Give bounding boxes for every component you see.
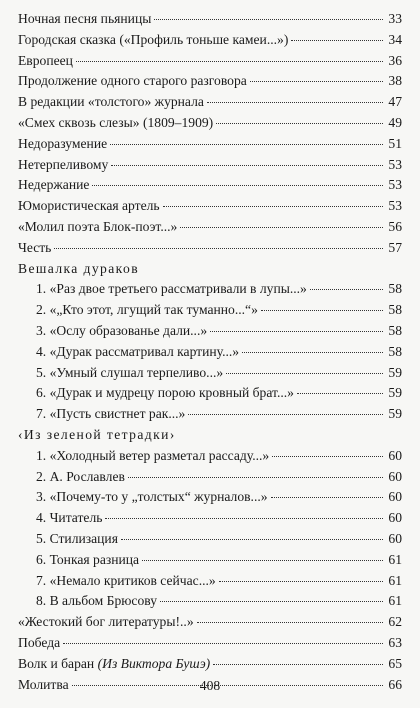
toc-entry-title-text: Продолжение одного старого разговора — [18, 73, 247, 89]
toc-entry-title — [18, 30, 288, 51]
toc-entry[interactable] — [18, 238, 402, 259]
toc-entry-title — [36, 529, 118, 550]
dot-leader — [128, 477, 383, 478]
dot-leader — [63, 643, 383, 644]
toc-entry[interactable] — [18, 571, 402, 592]
toc-entry-title-text: Молитва — [18, 676, 69, 692]
toc-entry-title-text: «Молил поэта Блок-поэт...» — [18, 218, 178, 234]
toc-entry[interactable] — [18, 113, 402, 134]
toc-entry-title-text: Городская сказка («Профиль тоньше камеи...») — [18, 31, 289, 47]
dot-leader — [310, 289, 383, 290]
toc-entry[interactable] — [18, 134, 402, 155]
toc-entry-title — [36, 591, 157, 612]
toc-entry-title-text: Честь — [18, 239, 52, 255]
toc-entry-page: 53 — [388, 177, 402, 193]
toc-entry-title — [18, 92, 204, 113]
dot-leader — [219, 581, 383, 582]
dot-leader — [261, 310, 383, 311]
toc-entry-page: 38 — [388, 73, 402, 89]
toc-entry-page: 58 — [388, 322, 402, 338]
toc-entry-page: 57 — [388, 239, 402, 255]
toc-entry-title-italic: (Из Виктора Бушэ) — [97, 655, 211, 671]
toc-entry[interactable] — [18, 467, 402, 488]
toc-entry-title-text: Недоразумение — [18, 135, 108, 151]
toc-entry[interactable] — [18, 591, 402, 612]
toc-entry[interactable] — [18, 51, 402, 72]
page-number: 408 — [199, 678, 221, 693]
toc-entry-page: 59 — [388, 406, 402, 422]
toc-entry-title — [36, 300, 258, 321]
toc-entry-title-text: Нетерпеливому — [18, 156, 109, 172]
toc-entry-title — [18, 155, 108, 176]
toc-entry[interactable] — [18, 279, 402, 300]
dot-leader — [121, 539, 383, 540]
dot-leader — [92, 185, 383, 186]
toc-entry-page: 58 — [388, 302, 402, 318]
toc-entry-page: 60 — [388, 510, 402, 526]
toc-entry-page: 61 — [388, 593, 402, 609]
toc-entry-page: 56 — [388, 218, 402, 234]
toc-entry[interactable] — [18, 92, 402, 113]
toc-entry-page: 62 — [388, 614, 402, 630]
toc-entry-page: 60 — [388, 447, 402, 463]
toc-entry[interactable] — [18, 196, 402, 217]
toc-entry-page: 66 — [388, 676, 402, 692]
toc-entry-page: 60 — [388, 468, 402, 484]
toc-entry-title-text: В редакции «толстого» журнала — [18, 94, 204, 110]
dot-leader — [242, 352, 383, 353]
toc-entry-title — [18, 217, 177, 238]
dot-leader — [154, 19, 383, 20]
toc-entry-title-text: «Жестокий бог литературы!..» — [18, 614, 194, 630]
toc-entry-title-text: 2. А. Рославлев — [36, 468, 125, 484]
toc-entry-page: 58 — [388, 343, 402, 359]
toc-entry-title — [18, 71, 247, 92]
toc-entry-page: 60 — [388, 489, 402, 505]
toc-entry-page: 61 — [388, 551, 402, 567]
toc-entry-title — [36, 342, 239, 363]
toc-entry-page: 51 — [388, 135, 402, 151]
toc-entry-page: 59 — [388, 385, 402, 401]
toc-entry-title — [36, 383, 294, 404]
toc-entry[interactable] — [18, 612, 402, 633]
dot-leader — [226, 373, 383, 374]
toc-entry-title — [18, 633, 60, 654]
toc-entry-page: 34 — [388, 31, 402, 47]
toc-entry-title-text: 7. «Пусть свистнет рак...» — [36, 406, 186, 422]
toc-entry[interactable] — [18, 363, 402, 384]
toc-entry-title-text: 5. «Умный слушал терпеливо...» — [36, 364, 224, 380]
dot-leader — [188, 414, 383, 415]
toc-entry-page: 59 — [388, 364, 402, 380]
dot-leader — [163, 206, 383, 207]
dot-leader — [180, 227, 383, 228]
toc-entry-page: 60 — [388, 530, 402, 546]
toc-entry-title-text: 2. «„Кто этот, лгущий так туманно...“» — [36, 302, 258, 318]
toc-entry[interactable] — [18, 446, 402, 467]
toc-entry[interactable] — [18, 404, 402, 425]
toc-entry[interactable] — [18, 487, 402, 508]
toc-entry-title-text: 6. Тонкая разница — [36, 551, 140, 567]
toc-entry-title-text: Недержание — [18, 177, 90, 193]
dot-leader — [76, 61, 383, 62]
toc-entry-title-text: Юмористическая артель — [18, 198, 160, 214]
toc-entry-title — [36, 571, 216, 592]
toc-entry-title-text: 1. «Раз двое третьего рассматривали в лупы...» — [36, 281, 307, 297]
dot-leader — [216, 123, 383, 124]
dot-leader — [197, 622, 383, 623]
toc-entry-page: 65 — [388, 655, 402, 671]
toc-entry-title-text: 3. «Ослу образованье дали...» — [36, 322, 208, 338]
toc-entry-title-text: Победа — [18, 634, 61, 650]
toc-entry[interactable] — [18, 300, 402, 321]
toc-entry-title — [18, 196, 160, 217]
toc-entry-page: 47 — [388, 94, 402, 110]
dot-leader — [297, 393, 383, 394]
toc-entry-page: 36 — [388, 52, 402, 68]
toc-entry-title — [36, 279, 307, 300]
toc-entry-title-text: Европеец — [18, 52, 73, 68]
toc-entry-title-text: 7. «Немало критиков сейчас...» — [36, 572, 216, 588]
toc-entry[interactable] — [18, 71, 402, 92]
toc-entry-title — [18, 134, 107, 155]
toc-entry-title-text: 3. «Почему-то у „толстых“ журналов...» — [36, 489, 268, 505]
toc-entry-title — [36, 321, 207, 342]
dot-leader — [105, 518, 383, 519]
toc-entry-title — [36, 446, 269, 467]
toc-entry[interactable] — [18, 633, 402, 654]
dot-leader — [272, 456, 383, 457]
dot-leader — [160, 601, 383, 602]
dot-leader — [111, 165, 383, 166]
toc-entry-title-text: 6. «Дурак и мудрецу порою кровный брат...» — [36, 385, 294, 401]
toc-entry-title — [36, 404, 185, 425]
toc-entry[interactable] — [18, 155, 402, 176]
toc-entry-title — [18, 113, 213, 134]
toc-entry-title — [36, 487, 268, 508]
toc-entry[interactable] — [18, 217, 402, 238]
toc-entry[interactable] — [18, 342, 402, 363]
toc-entry-title-text: 5. Стилизация — [36, 530, 118, 546]
toc-entry[interactable] — [18, 9, 402, 30]
toc-entry-title — [18, 51, 73, 72]
dot-leader — [213, 664, 383, 665]
toc-entry-title — [18, 9, 151, 30]
toc-entry-title — [36, 550, 139, 571]
toc-entry-page: 53 — [388, 156, 402, 172]
toc-entry-title-text: 4. Читатель — [36, 510, 103, 526]
toc-entry-title — [18, 612, 194, 633]
toc-entry-page: 61 — [388, 572, 402, 588]
toc-entry[interactable] — [18, 654, 402, 675]
toc-entry[interactable] — [18, 175, 402, 196]
toc-entry-page: 63 — [388, 634, 402, 650]
toc-entry-title — [36, 363, 223, 384]
dot-leader — [54, 248, 383, 249]
dot-leader — [291, 40, 383, 41]
toc-entry-title-text: 1. «Холодный ветер разметал рассаду...» — [36, 447, 270, 463]
toc-entry[interactable] — [18, 30, 402, 51]
toc-entry-title-text: Волк и баран — [18, 655, 95, 671]
dot-leader — [250, 81, 383, 82]
toc-entry-title-text: «Смех сквозь слезы» (1809–1909) — [18, 114, 214, 130]
toc-entry[interactable] — [18, 550, 402, 571]
dot-leader — [110, 144, 383, 145]
toc-entry-title — [18, 238, 51, 259]
toc-entry-title — [18, 654, 210, 675]
dot-leader — [271, 497, 383, 498]
toc-entry[interactable] — [18, 321, 402, 342]
toc-entry-page: 33 — [388, 11, 402, 26]
toc-entry-page: 58 — [388, 281, 402, 297]
dot-leader — [207, 102, 383, 103]
toc-entry[interactable] — [18, 383, 402, 404]
toc-entry[interactable] — [18, 529, 402, 550]
toc-entry-title — [18, 175, 89, 196]
toc-entry-page: 53 — [388, 198, 402, 214]
dot-leader — [142, 560, 383, 561]
toc-entry-title — [36, 467, 125, 488]
toc-entry-title-text: 4. «Дурак рассматривал картину...» — [36, 343, 240, 359]
section-heading: Вешалка дураков — [18, 260, 140, 276]
toc-entry-page: 49 — [388, 114, 402, 130]
toc-entry-title-text: 8. В альбом Брюсову — [36, 593, 157, 609]
dot-leader — [210, 331, 383, 332]
toc-entry-title-text: Ночная песня пьяницы — [18, 11, 152, 26]
toc-entry-title — [36, 508, 102, 529]
table-of-contents — [18, 9, 402, 695]
section-heading: ‹Из зеленой тетрадки› — [18, 426, 176, 442]
toc-entry[interactable] — [18, 508, 402, 529]
